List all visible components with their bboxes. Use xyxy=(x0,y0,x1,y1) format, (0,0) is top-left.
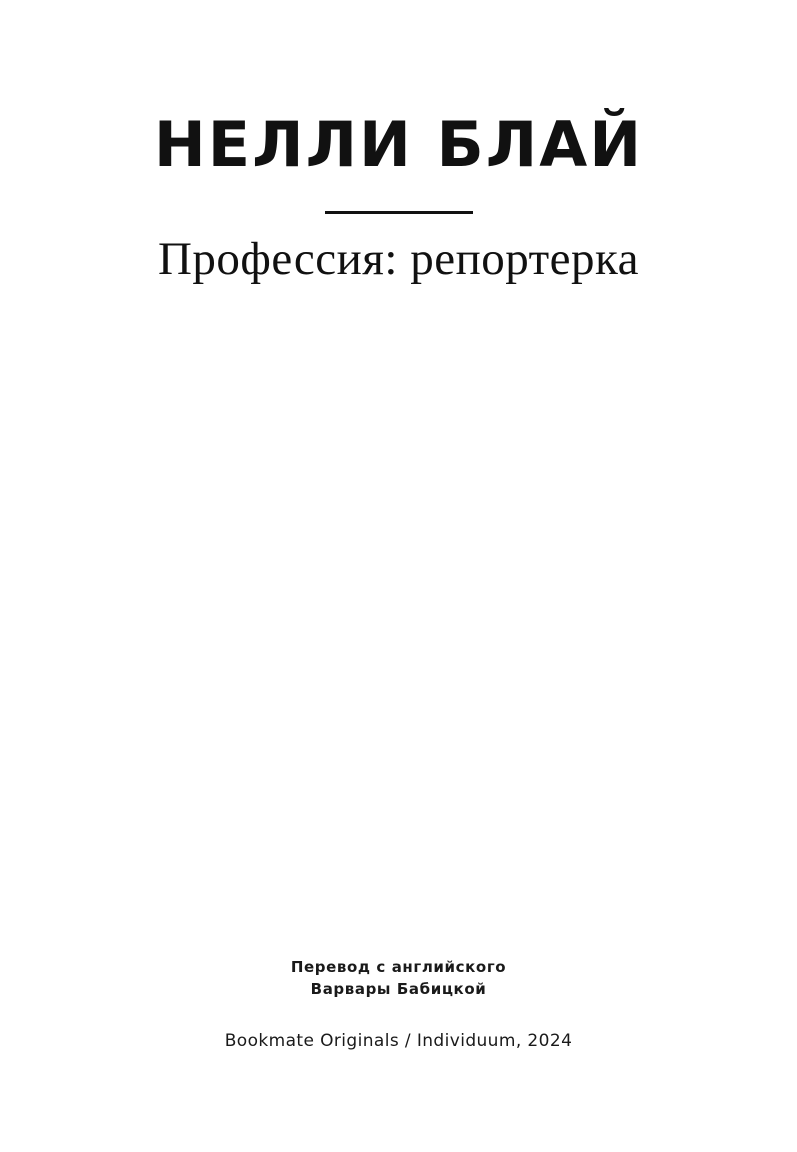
book-author: НЕЛЛИ БЛАЙ xyxy=(153,108,644,181)
translation-credit-line-2: Варвары Бабицкой xyxy=(310,979,487,998)
divider-rule xyxy=(325,211,473,214)
publisher-imprint: Bookmate Originals / Individuum, 2024 xyxy=(224,1031,573,1051)
translation-credit-line-1: Перевод с английского xyxy=(290,958,507,976)
translation-credit xyxy=(0,957,797,1001)
book-title: Профессия: репортерка xyxy=(157,233,639,285)
